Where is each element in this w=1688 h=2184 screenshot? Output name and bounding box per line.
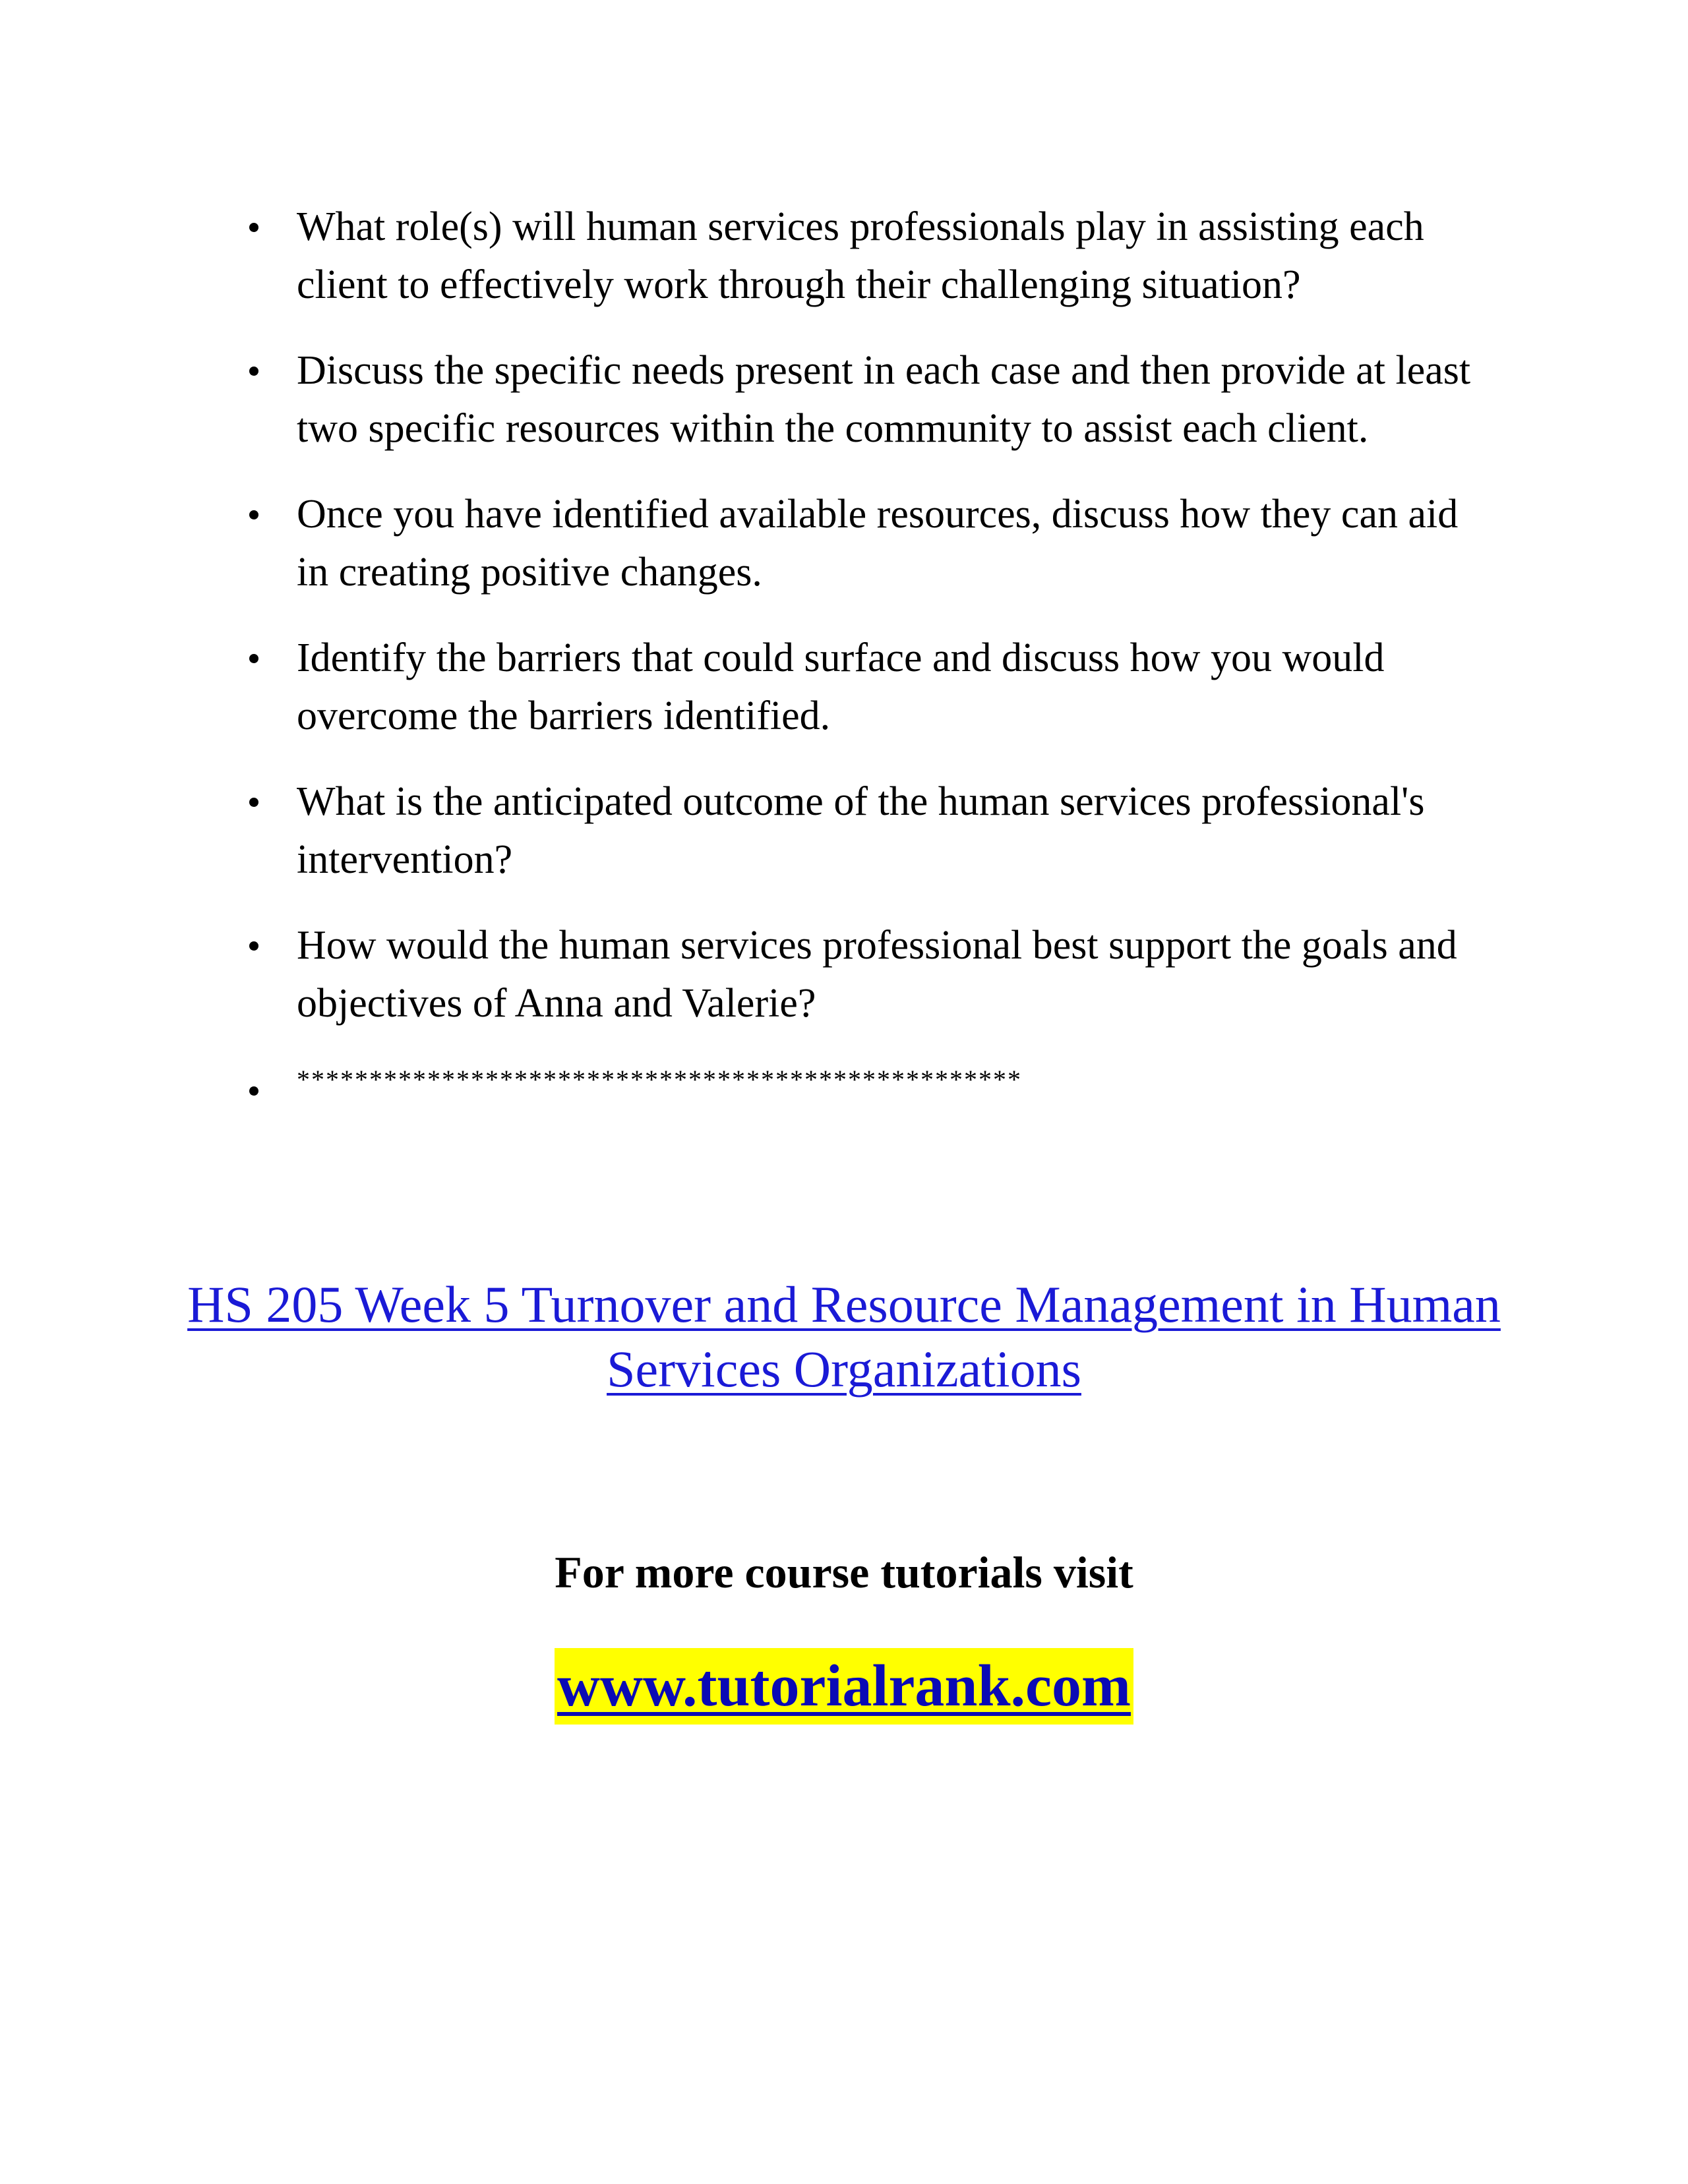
bullet-icon [249,510,258,519]
list-item-text: Identify the barriers that could surface and discuss how you would overcome the barriers identified. [297,635,1385,738]
visit-prompt: For more course tutorials visit [555,1547,1133,1597]
bullet-icon [249,367,258,376]
list-item [237,629,1490,745]
separator-item [237,1060,1490,1100]
bullet-icon [249,223,258,232]
list-item-text: Once you have identified available resources, discuss how they can aid in creating positive changes. [297,492,1459,595]
course-title-link[interactable]: HS 205 Week 5 Turnover and Resource Management in Human Services Organizations [187,1276,1501,1398]
site-link-wrapper [185,1648,1503,1725]
website-link[interactable]: www.tutorialrank.com [555,1648,1133,1725]
separator-stars: ************************************************** [297,1065,1022,1094]
bullet-icon [249,941,258,951]
bullet-list [237,198,1490,1127]
list-item-text: What is the anticipated outcome of the human services professional's intervention? [297,779,1425,882]
bullet-icon [249,798,258,807]
bullet-icon [249,654,258,663]
list-item-text: How would the human services professional best support the goals and objectives of Anna and Valerie? [297,923,1457,1026]
list-item [237,198,1490,314]
list-item [237,916,1490,1032]
list-item [237,773,1490,889]
list-item-text: Discuss the specific needs present in each case and then provide at least two specific resources within the community to assist each client. [297,348,1471,451]
list-item-text: What role(s) will human services professionals play in assisting each client to effectively work through their challenging situation? [297,204,1424,307]
bullet-icon [249,1086,258,1096]
list-item [237,341,1490,457]
list-item [237,485,1490,601]
